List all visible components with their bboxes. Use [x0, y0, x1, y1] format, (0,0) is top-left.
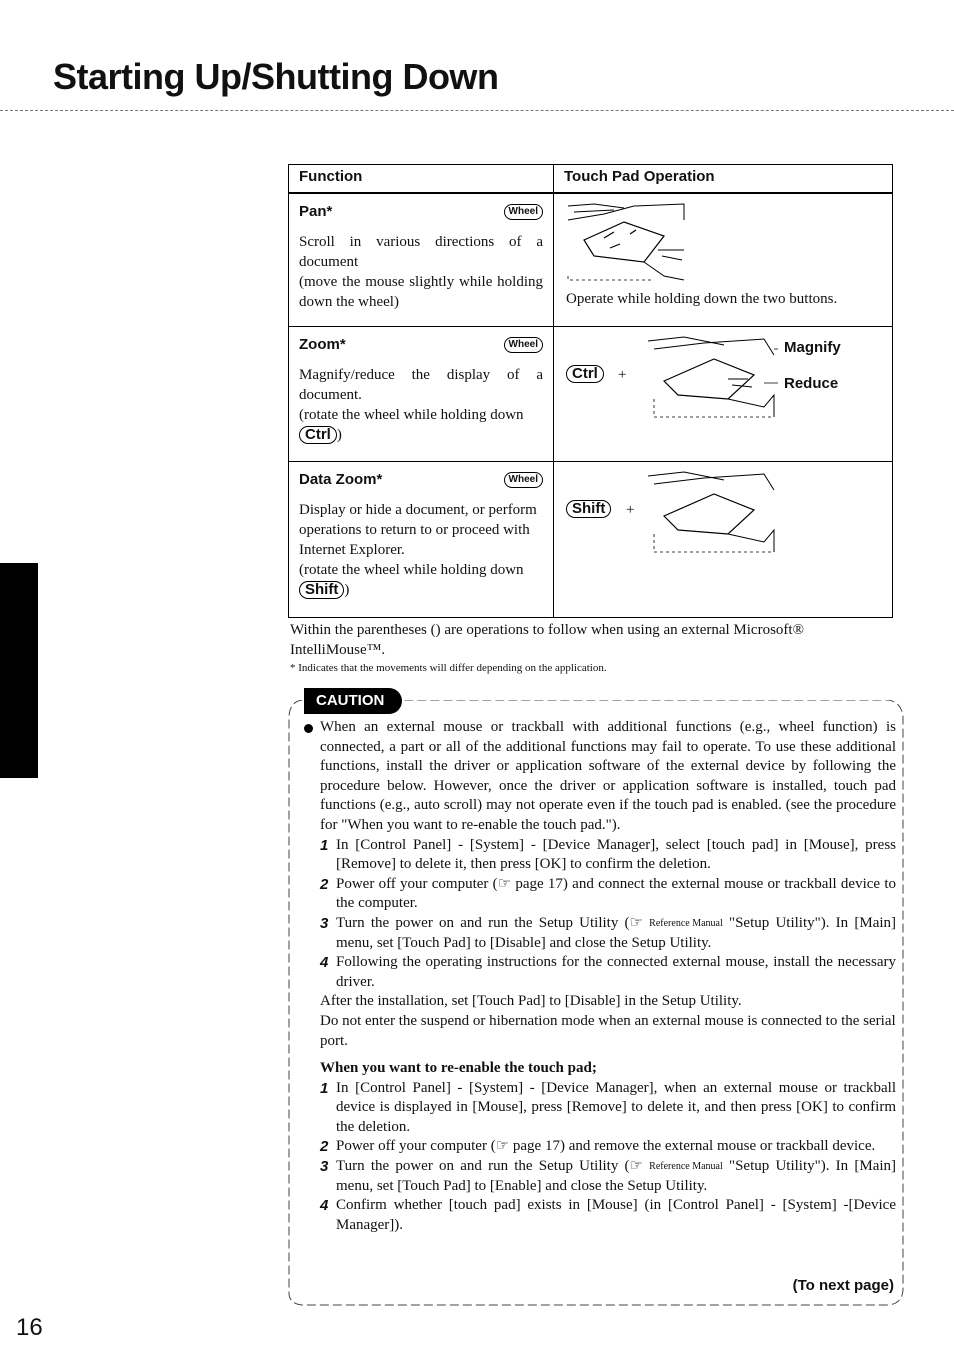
- list-item: 3 Turn the power on and run the Setup Utility (☞ Reference Manual "Setup Utility"). In [Main] menu, set [Touch Pad] to [Disable] and close the Setup Utility.: [320, 914, 897, 951]
- note-parentheses: Within the parentheses () are operations to follow when using an external Microsoft® IntelliMouse™.: [290, 622, 804, 658]
- shift-key-icon: Shift: [299, 581, 344, 599]
- close-paren: ): [336, 426, 342, 443]
- list-item: 2 Power off your computer (☞ page 17) and remove the external mouse or trackball device.: [320, 1138, 876, 1156]
- data-zoom-desc-1: Display or hide a document, or perform operations to return to or proceed with Internet Explorer.: [299, 501, 537, 558]
- pan-desc-1: Scroll in various directions of a document: [299, 234, 543, 270]
- reference-manual-icon: Reference Manual: [649, 1160, 723, 1172]
- section-tab: [0, 563, 38, 778]
- caution-body: [304, 718, 896, 1235]
- caution-badge: CAUTION: [304, 688, 402, 714]
- plus-sign: +: [618, 366, 627, 383]
- function-name-zoom: Zoom*: [299, 335, 346, 353]
- function-table: [288, 164, 893, 618]
- ctrl-key-icon: Ctrl: [566, 365, 604, 383]
- reference-manual-icon: Reference Manual: [649, 917, 723, 929]
- caution-bullet: When an external mouse or trackball with additional functions (e.g., wheel function) is connected, a part or all of the additional functions may fail to operate. To use these additional functions, install the driver or application software of the external device by following the procedure below. However, once the driver or application software is installed, touch pad functions (e.g., auto scroll) may not operate even if the touch pad is enabled. (see the procedure for "When you want to re-enable the touch pad.").: [304, 718, 896, 836]
- wheel-icon: Wheel: [504, 337, 543, 353]
- pan-desc-2: (move the mouse slightly while holding down the wheel): [299, 274, 543, 310]
- close-paren: ): [344, 581, 350, 598]
- function-name-pan: Pan*: [299, 203, 333, 220]
- list-item: 2 Power off your computer (☞ page 17) and connect the external mouse or trackball device to the computer.: [320, 875, 896, 912]
- list-item: 1 In [Control Panel] - [System] - [Device Manager], when an external mouse or trackball device is displayed in [Mouse], press [Remove] to delete it, and then press [OK] to confirm the deletion.: [320, 1079, 896, 1135]
- title-divider: [0, 110, 954, 111]
- page-number: 16: [16, 1314, 43, 1341]
- to-next-page: (To next page): [792, 1277, 894, 1294]
- col-header-function: Function: [289, 165, 554, 194]
- list-item: 4 Following the operating instructions for the connected external mouse, install the necessary driver.: [320, 954, 896, 990]
- function-name-data-zoom: Data Zoom*: [299, 470, 383, 488]
- after-install-text: After the installation, set [Touch Pad] to [Disable] in the Setup Utility.: [320, 993, 742, 1010]
- shift-key-icon: Shift: [566, 500, 611, 518]
- suspend-warning-text: Do not enter the suspend or hibernation mode when an external mouse is connected to the serial port.: [320, 1012, 896, 1049]
- ctrl-key-icon: Ctrl: [299, 426, 337, 444]
- reenable-heading: When you want to re-enable the touch pad;: [320, 1060, 597, 1077]
- page-title: Starting Up/Shutting Down: [53, 56, 499, 97]
- col-header-touchpad: Touch Pad Operation: [554, 165, 893, 194]
- magnify-label: Magnify: [784, 338, 841, 356]
- list-item: 1 In [Control Panel] - [System] - [Device Manager], select [touch pad] in [Mouse], press [Remove] to delete it, then press [OK] to confirm the deletion.: [320, 836, 896, 873]
- wheel-icon: Wheel: [504, 204, 543, 220]
- wheel-icon: Wheel: [504, 472, 543, 488]
- touchpad-wheel-icon: [644, 470, 784, 562]
- zoom-desc-2: (rotate the wheel while holding down: [299, 406, 524, 423]
- plus-sign: +: [626, 501, 635, 518]
- touchpad-wheel-icon: [644, 335, 784, 427]
- pan-operation-text: Operate while holding down the two buttons.: [566, 290, 838, 307]
- reduce-label: Reduce: [784, 374, 839, 392]
- footnote: * Indicates that the movements will differ depending on the application.: [290, 662, 607, 674]
- list-item: 3 Turn the power on and run the Setup Utility (☞ Reference Manual "Setup Utility"). In [Main] menu, set [Touch Pad] to [Enable] and close the Setup Utility.: [320, 1158, 897, 1194]
- touchpad-two-buttons-icon: [564, 200, 704, 290]
- list-item: 4 Confirm whether [touch pad] exists in [Mouse] (in [Control Panel] - [System] -[Device Manager]).: [320, 1197, 896, 1233]
- data-zoom-desc-2: (rotate the wheel while holding down: [299, 561, 524, 578]
- zoom-desc-1: Magnify/reduce the display of a document.: [299, 366, 543, 403]
